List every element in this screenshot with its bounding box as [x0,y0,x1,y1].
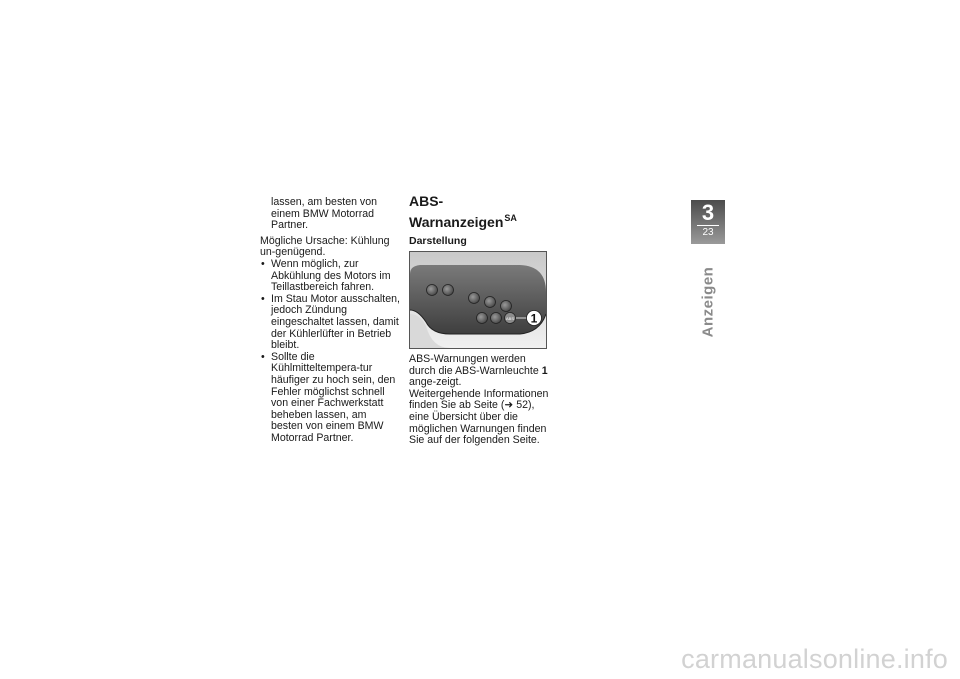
body-text-2-pre: Weitergehende Informationen finden Sie ab Seite ( [409,387,549,412]
watermark: carmanualsonline.info [681,644,948,674]
body-text-1 [409,354,549,389]
abs-lamp-label: ABS [505,316,515,321]
side-label: Anzeigen [699,266,717,338]
chapter-number: 3 [701,200,715,225]
list-item: • Sollte die Kühlmitteltempera-tur häufiger zu hoch sein, den Fehler möglichst schnell von einer Fachwerkstatt beheben lassen, am besten von einem BMW Motorrad Partner. [260,352,400,445]
list-item: • Wenn möglich, zur Abkühlung des Motors im Teillastbereich fahren. [260,259,400,294]
body-text-1-pre: ABS-Warnungen werden durch die ABS-Warnleuchte [409,353,542,377]
heading-superscript: SA [504,213,517,223]
heading-text: ABS-Warnanzeigen [409,193,504,230]
section-heading [409,193,549,231]
body-text-1-post: ange-zeigt. [409,376,462,389]
continuation-text: lassen, am besten von einem BMW Motorrad Partner. [271,196,377,232]
body-text-2-post: 52), eine Übersicht über die möglichen Warnungen finden Sie auf der folgenden Seite. [409,399,547,447]
callout-reference: 1 [541,364,548,377]
body-text-2 [409,389,549,447]
figure-callout: 1 [530,311,538,326]
bullet-list [260,259,400,445]
left-column [260,197,400,444]
arrow-icon: ➜ [504,399,514,412]
subheading: Darstellung [409,235,467,247]
page-number: 23 [702,227,714,238]
cause-text: Mögliche Ursache: Kühlung un-genügend. [260,234,390,259]
chapter-tab [691,200,725,244]
instrument-cluster-figure [409,251,547,349]
list-item: • Im Stau Motor ausschalten, jedoch Zündung eingeschaltet lassen, damit der Kühlerlüfter in Betrieb bleibt. [260,294,400,352]
right-column [409,193,549,451]
